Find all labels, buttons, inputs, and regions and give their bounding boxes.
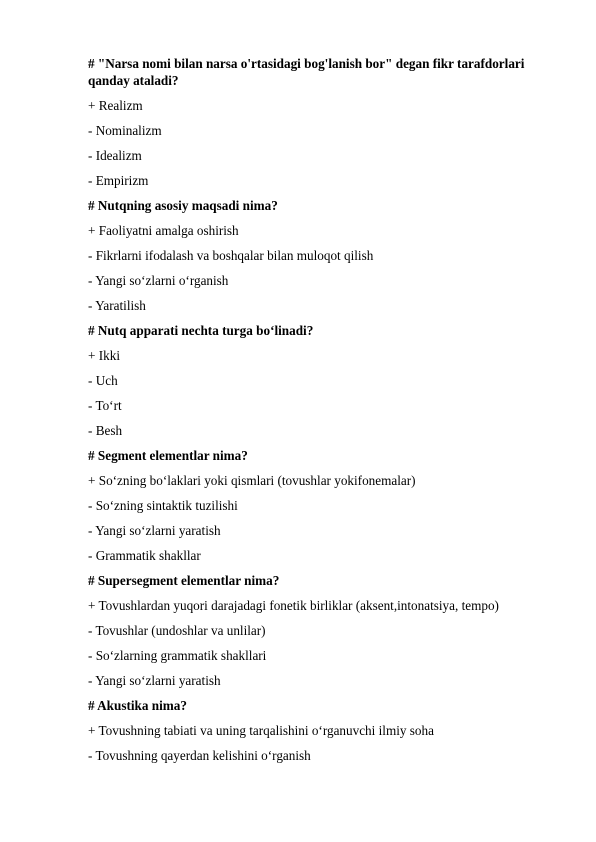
question-block xyxy=(88,197,558,314)
question-block xyxy=(88,55,558,189)
question-title: # "Narsa nomi bilan narsa o'rtasidagi bog'lanish bor" degan fikr tarafdorlari qanday ataladi? xyxy=(88,56,525,88)
answer-option: - Tovushlar (undoshlar va unlilar) xyxy=(88,623,266,638)
question-title: # Nutq apparati nechta turga bo‘linadi? xyxy=(88,323,314,338)
answer-option: - Idealizm xyxy=(88,148,142,163)
answer-option: - Yaratilish xyxy=(88,298,146,313)
answer-option: - Yangi so‘zlarni yaratish xyxy=(88,673,221,688)
document-page xyxy=(88,55,558,772)
answer-option: + So‘zning bo‘laklari yoki qismlari (tovushlar yokifonemalar) xyxy=(88,473,416,488)
question-title: # Segment elementlar nima? xyxy=(88,448,248,463)
question-title: # Akustika nima? xyxy=(88,698,187,713)
answer-option: - Tovushning qayerdan kelishini o‘rganish xyxy=(88,748,311,763)
answer-option: + Ikki xyxy=(88,348,120,363)
answer-option: - Grammatik shakllar xyxy=(88,548,201,563)
question-block xyxy=(88,697,558,764)
question-block xyxy=(88,572,558,689)
answer-option: - Empirizm xyxy=(88,173,149,188)
question-block xyxy=(88,447,558,564)
answer-option: - Yangi so‘zlarni o‘rganish xyxy=(88,273,229,288)
answer-option: - Nominalizm xyxy=(88,123,162,138)
answer-option: - Besh xyxy=(88,423,123,438)
question-block xyxy=(88,322,558,439)
answer-option: - So‘zning sintaktik tuzilishi xyxy=(88,498,238,513)
answer-option: - So‘zlarning grammatik shakllari xyxy=(88,648,267,663)
answer-option: + Tovushning tabiati va uning tarqalishini o‘rganuvchi ilmiy soha xyxy=(88,723,434,738)
answer-option: - Fikrlarni ifodalash va boshqalar bilan muloqot qilish xyxy=(88,248,374,263)
answer-option: - Uch xyxy=(88,373,118,388)
answer-option: + Realizm xyxy=(88,98,143,113)
answer-option: + Faoliyatni amalga oshirish xyxy=(88,223,239,238)
question-title: # Nutqning asosiy maqsadi nima? xyxy=(88,198,278,213)
answer-option: - Yangi so‘zlarni yaratish xyxy=(88,523,221,538)
answer-option: + Tovushlardan yuqori darajadagi fonetik birliklar (aksent,intonatsiya, tempo) xyxy=(88,598,499,613)
question-title: # Supersegment elementlar nima? xyxy=(88,573,280,588)
answer-option: - To‘rt xyxy=(88,398,122,413)
